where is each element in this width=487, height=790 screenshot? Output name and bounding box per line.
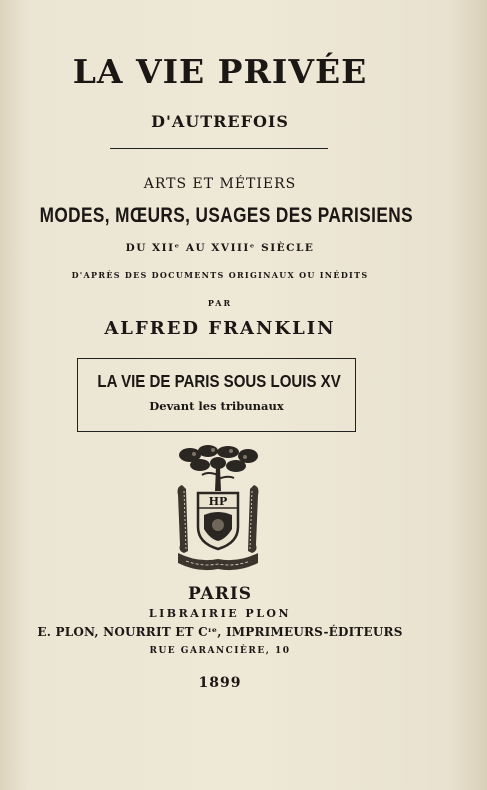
imprint-publisher: LIBRAIRIE PLON	[148, 607, 292, 620]
imprint-city: PARIS	[187, 584, 253, 604]
volume-title: LA VIE DE PARIS SOUS LOUIS XV	[97, 371, 341, 391]
imprint-printers: E. PLON, NOURRIT ET Cᶦᵉ, IMPRIMEURS-ÉDITEURS	[37, 625, 403, 639]
volume-subtitle: Devant les tribunaux	[149, 399, 284, 413]
topics-line: MODES, MŒURS, USAGES DES PARISIENS	[39, 204, 413, 227]
imprint-year: 1899	[198, 675, 242, 691]
series-title: ARTS ET MÉTIERS	[143, 176, 297, 192]
by-line: PAR	[207, 298, 233, 308]
imprint-address: RUE GARANCIÈRE, 10	[149, 646, 291, 656]
subtitle: D'AUTREFOIS	[151, 112, 289, 131]
period-line: DU XIIᵉ AU XVIIIᵉ SIÈCLE	[125, 242, 315, 254]
svg-text:HP: HP	[208, 495, 228, 508]
author-name: ALFRED FRANKLIN	[104, 318, 336, 339]
divider-rule	[110, 148, 328, 149]
volume-box	[77, 358, 356, 432]
main-title: LA VIE PRIVÉE	[72, 52, 368, 91]
source-line: D'APRÈS DES DOCUMENTS ORIGINAUX OU INÉDITS	[71, 270, 369, 280]
plon-printers-mark-icon	[168, 445, 268, 573]
